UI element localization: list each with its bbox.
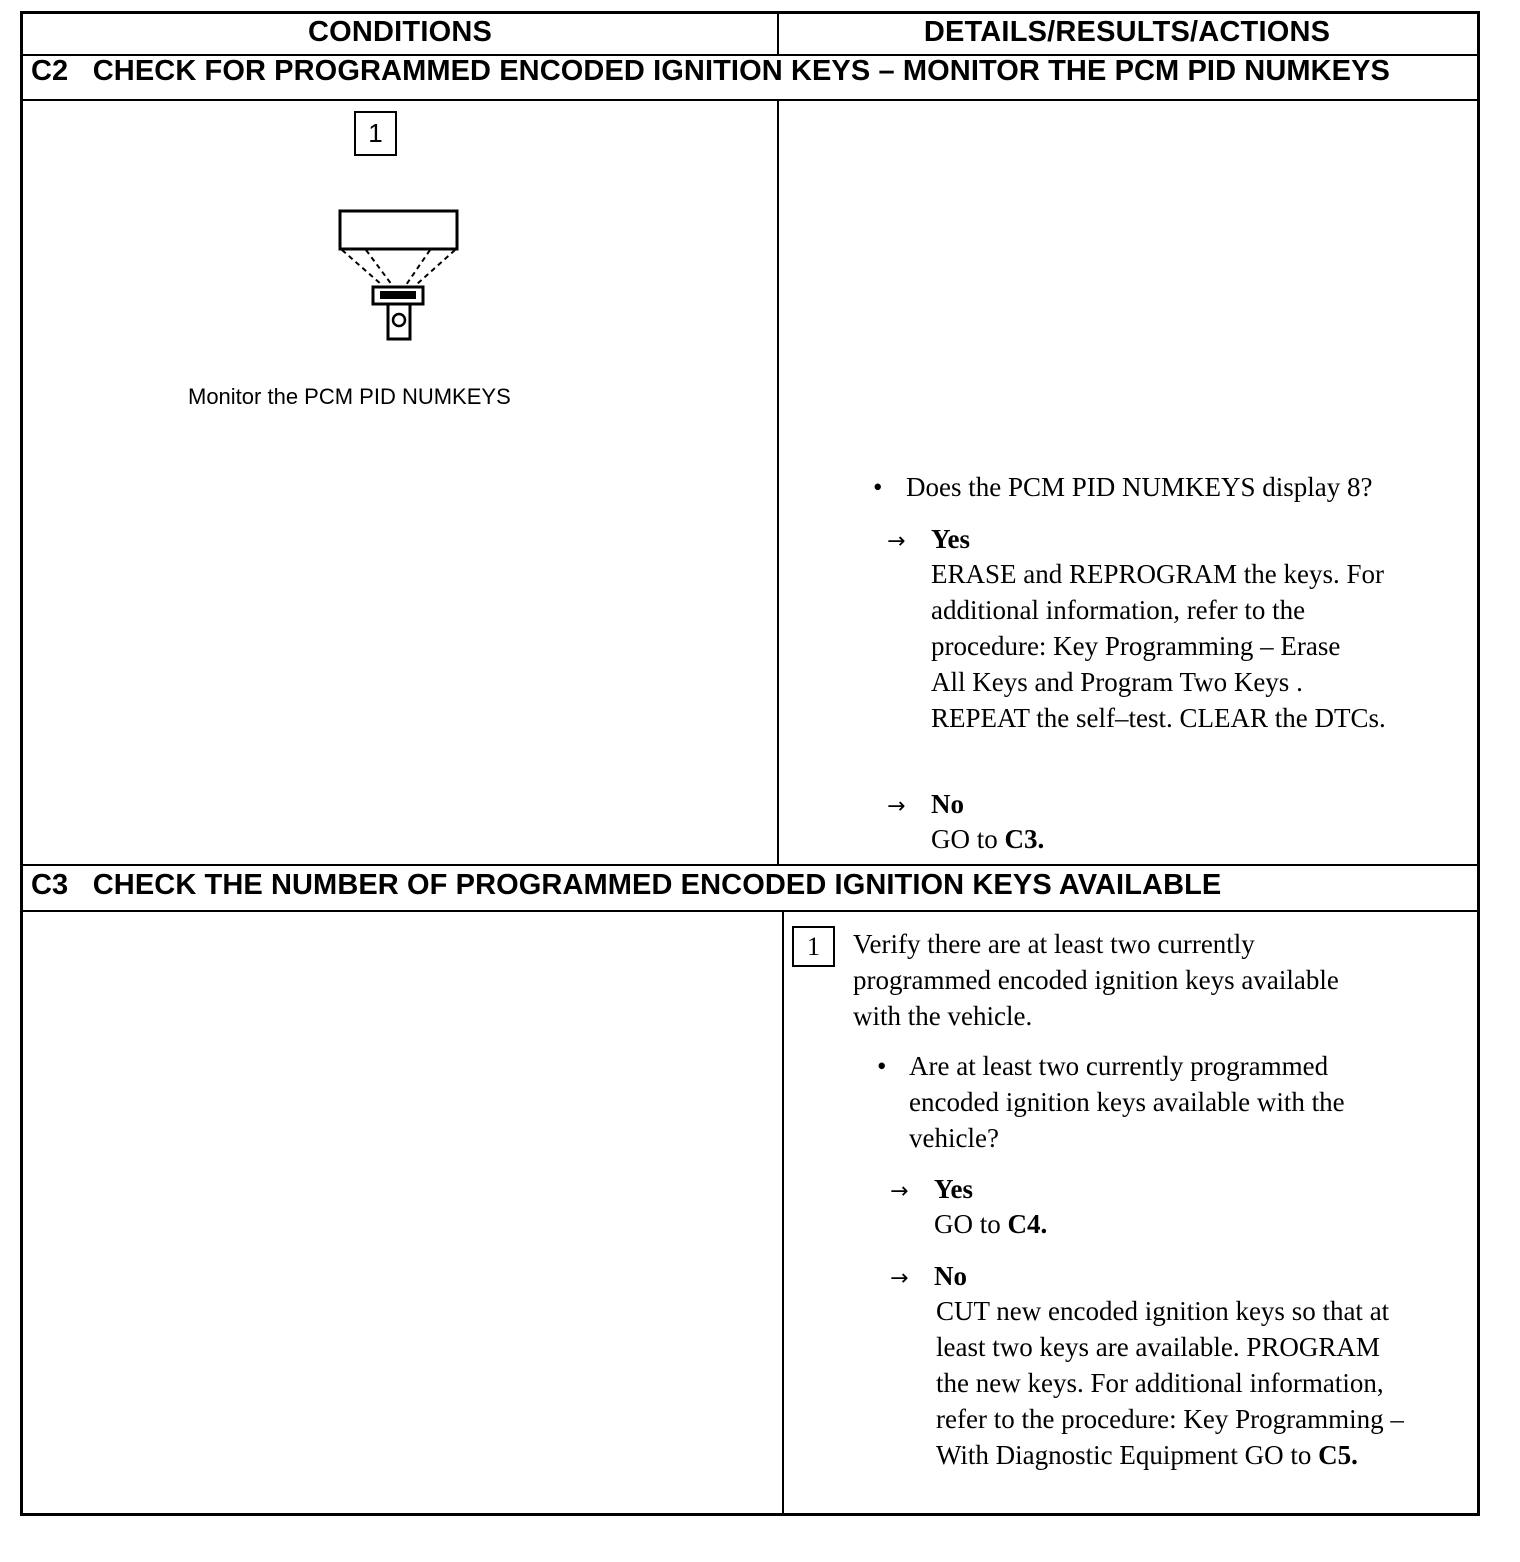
c2-yes-line: procedure: Key Programming – Erase: [931, 631, 1341, 661]
c3-no-line: refer to the procedure: Key Programming –: [936, 1404, 1404, 1434]
c3-step-number: 1: [792, 926, 835, 967]
c2-bullet: •: [873, 472, 883, 502]
c3-question-line: Are at least two currently programmed: [909, 1051, 1329, 1081]
c3-no-action: With Diagnostic Equipment GO to: [936, 1440, 1319, 1470]
c3-yes-label: Yes: [934, 1174, 973, 1204]
c3-yes-text: [934, 1206, 1047, 1242]
c3-yes-target: C4.: [1007, 1209, 1048, 1239]
diagnostic-table: [20, 11, 1480, 1516]
c3-no-line: CUT new encoded ignition keys so that at: [936, 1296, 1390, 1326]
c3-step-line: Verify there are at least two currently: [853, 929, 1255, 959]
c2-bottom-divider: [23, 864, 1477, 866]
c3-no-label: No: [934, 1261, 967, 1291]
c3-bullet: •: [877, 1051, 887, 1081]
c3-step-text: [853, 926, 1339, 1034]
c2-yes-line: additional information, refer to the: [931, 595, 1306, 625]
c3-yes-action: GO to: [934, 1209, 1008, 1239]
c2-yes-text: [931, 556, 1386, 736]
c2-no-target: C3.: [1004, 824, 1045, 854]
c3-no-target: C5.: [1318, 1440, 1358, 1470]
c3-title-divider: [23, 910, 1477, 912]
c3-no-text: [936, 1293, 1404, 1473]
c2-no-action: GO to: [931, 824, 1005, 854]
c3-question-line: encoded ignition keys available with the: [909, 1087, 1345, 1117]
c3-yes-arrow-icon: →: [890, 1179, 909, 1204]
c2-no-text: [931, 821, 1044, 857]
c2-title-divider: [23, 99, 1477, 101]
c3-step-line: with the vehicle.: [853, 1001, 1033, 1031]
c3-column-divider: [782, 911, 784, 1513]
scan-tool-icon: [330, 205, 470, 345]
c2-yes-arrow-icon: →: [887, 529, 906, 554]
c2-column-divider: [777, 100, 779, 866]
c3-no-arrow-icon: →: [890, 1266, 909, 1291]
c3-no-line: the new keys. For additional information,: [936, 1368, 1384, 1398]
c2-question: Does the PCM PID NUMKEYS display 8?: [906, 472, 1373, 502]
c3-question-line: vehicle?: [909, 1123, 999, 1153]
c2-no-arrow-icon: →: [887, 794, 906, 819]
c2-yes-line: ERASE and REPROGRAM the keys. For: [931, 559, 1385, 589]
conditions-header: CONDITIONS: [307, 16, 493, 48]
c2-caption: Monitor the PCM PID NUMKEYS: [188, 384, 511, 409]
c2-section-title: C2 CHECK FOR PROGRAMMED ENCODED IGNITION KEYS – MONITOR THE PCM PID NUMKEYS: [31, 55, 1390, 87]
details-header: DETAILS/RESULTS/ACTIONS: [923, 16, 1331, 48]
c3-question: [909, 1048, 1345, 1156]
c3-step-line: programmed encoded ignition keys available: [853, 965, 1339, 995]
c2-step-number: 1: [354, 111, 397, 156]
c2-no-label: No: [931, 789, 964, 819]
c2-yes-label: Yes: [931, 524, 970, 554]
c2-yes-line: REPEAT the self–test. CLEAR the DTCs.: [931, 703, 1386, 733]
c2-yes-line: All Keys and Program Two Keys .: [931, 667, 1303, 697]
c3-section-title: C3 CHECK THE NUMBER OF PROGRAMMED ENCODED IGNITION KEYS AVAILABLE: [31, 869, 1222, 901]
c3-no-line: least two keys are available. PROGRAM: [936, 1332, 1380, 1362]
c3-no-last-line: [936, 1437, 1404, 1473]
